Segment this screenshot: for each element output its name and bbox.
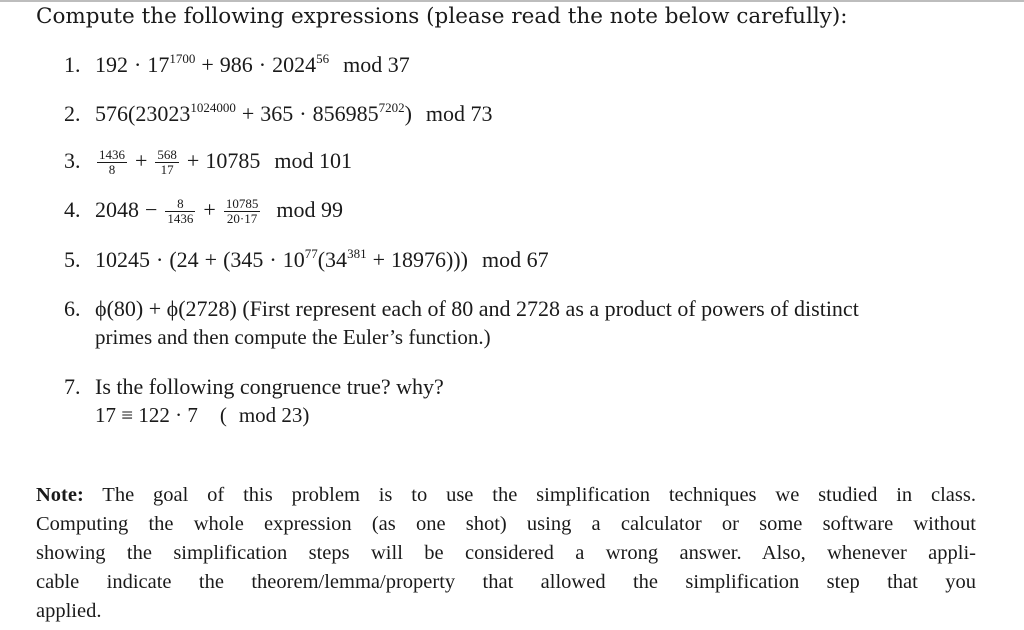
note-line: cable indicate the theorem/lemma/property that allowed the simplification step that you xyxy=(36,571,976,593)
note-line: applied. xyxy=(36,600,102,622)
problem-6-continuation: primes and then compute the Euler’s function.) xyxy=(95,325,491,349)
note-label: Note: xyxy=(36,484,84,506)
exponent: 1700 xyxy=(169,51,196,66)
problem-number: 4. xyxy=(64,197,81,222)
fraction xyxy=(97,148,127,177)
problem-3: 3. $\frac{1436}{8}$ + $\frac{568}{17}$ + 10785 mod 101 xyxy=(64,147,352,178)
note-line: Computing the whole expression (as one shot) using a calculator or some software without xyxy=(36,513,976,535)
problem-4: 4. 2048 − $\frac{8}{1436}$ + $\frac{10785}{20\cdot 17}$ mod 99 xyxy=(64,196,343,227)
note-paragraph xyxy=(36,481,976,626)
exponent: 56 xyxy=(316,51,330,66)
denominator: 1436 xyxy=(167,211,194,227)
denominator: 20·17 xyxy=(226,211,258,227)
problem-number: 2. xyxy=(64,101,81,126)
exponent: 7202 xyxy=(378,100,405,115)
fraction xyxy=(155,148,179,177)
term: (345 xyxy=(223,247,264,272)
problem-number: 6. xyxy=(64,296,81,321)
numerator: 1436 xyxy=(99,147,125,163)
problem-1: 1. $192 \cdot 17^{1700} + 986 \cdot 2024^{56}$ mod 37 xyxy=(64,51,410,77)
problem-2: 2. $576(23023^{1024000} + 365 \cdot 856985^{7202})$ mod 73 xyxy=(64,100,493,126)
intro-text: Compute the following expressions (please read the note below carefully): xyxy=(36,4,848,29)
congruence-expression: 17 ≡ 122 · 7 xyxy=(95,403,198,427)
note-line: showing the simplification steps will be considered a wrong answer. Also, whenever appli- xyxy=(36,542,976,564)
problem-6 xyxy=(64,296,859,322)
term: 365 xyxy=(260,101,294,126)
term: 2048 xyxy=(95,197,139,222)
problem-number: 1. xyxy=(64,52,81,77)
modulus: mod 101 xyxy=(274,148,352,173)
problem-text: ϕ(80) + ϕ(2728) (First represent each of 80 and 2728 as a product of powers of distinct xyxy=(95,296,859,321)
term: 18976))) xyxy=(390,247,468,272)
term: (24 xyxy=(169,247,199,272)
problem-5: 5. $10245 \cdot (24 + (345 \cdot 10^{77}(34^{381} + 18976)))$ mod 67 xyxy=(64,246,549,272)
term: (34 xyxy=(317,247,348,272)
term: ) xyxy=(404,101,412,126)
paren: ( xyxy=(219,403,227,427)
denominator: 8 xyxy=(108,162,116,178)
problem-number: 5. xyxy=(64,247,81,272)
numerator: 10785 xyxy=(225,196,259,212)
modulus: mod 23) xyxy=(238,403,310,427)
exponent: 77 xyxy=(304,246,318,261)
numerator: 8 xyxy=(165,197,195,212)
term: 10785 xyxy=(205,148,261,173)
term: 10 xyxy=(282,247,305,272)
problem-number: 3. xyxy=(64,148,81,173)
term: 10245 xyxy=(95,247,150,272)
fraction xyxy=(224,197,261,226)
fraction xyxy=(165,197,195,226)
note-text: The goal of this problem is to use the simplification techniques we studied in class. xyxy=(102,484,976,506)
term: 2024 xyxy=(272,52,317,77)
term: 17 xyxy=(147,52,170,77)
term: 576(23023 xyxy=(95,101,191,126)
exponent: 381 xyxy=(347,246,367,261)
modulus: mod 99 xyxy=(276,197,343,222)
problem-number: 7. xyxy=(64,374,81,399)
exponent: 1024000 xyxy=(190,100,236,115)
term: 986 xyxy=(219,52,253,77)
congruence-line xyxy=(95,403,309,428)
modulus: mod 73 xyxy=(425,101,493,126)
term: 856985 xyxy=(312,101,379,126)
term: 192 xyxy=(95,52,128,77)
modulus: mod 37 xyxy=(343,52,410,77)
problem-7 xyxy=(64,374,444,400)
note-line xyxy=(36,481,976,510)
problem-text: Is the following congruence true? why? xyxy=(95,374,444,399)
denominator: 17 xyxy=(160,162,174,178)
modulus: mod 67 xyxy=(481,247,549,272)
numerator: 568 xyxy=(157,147,177,163)
